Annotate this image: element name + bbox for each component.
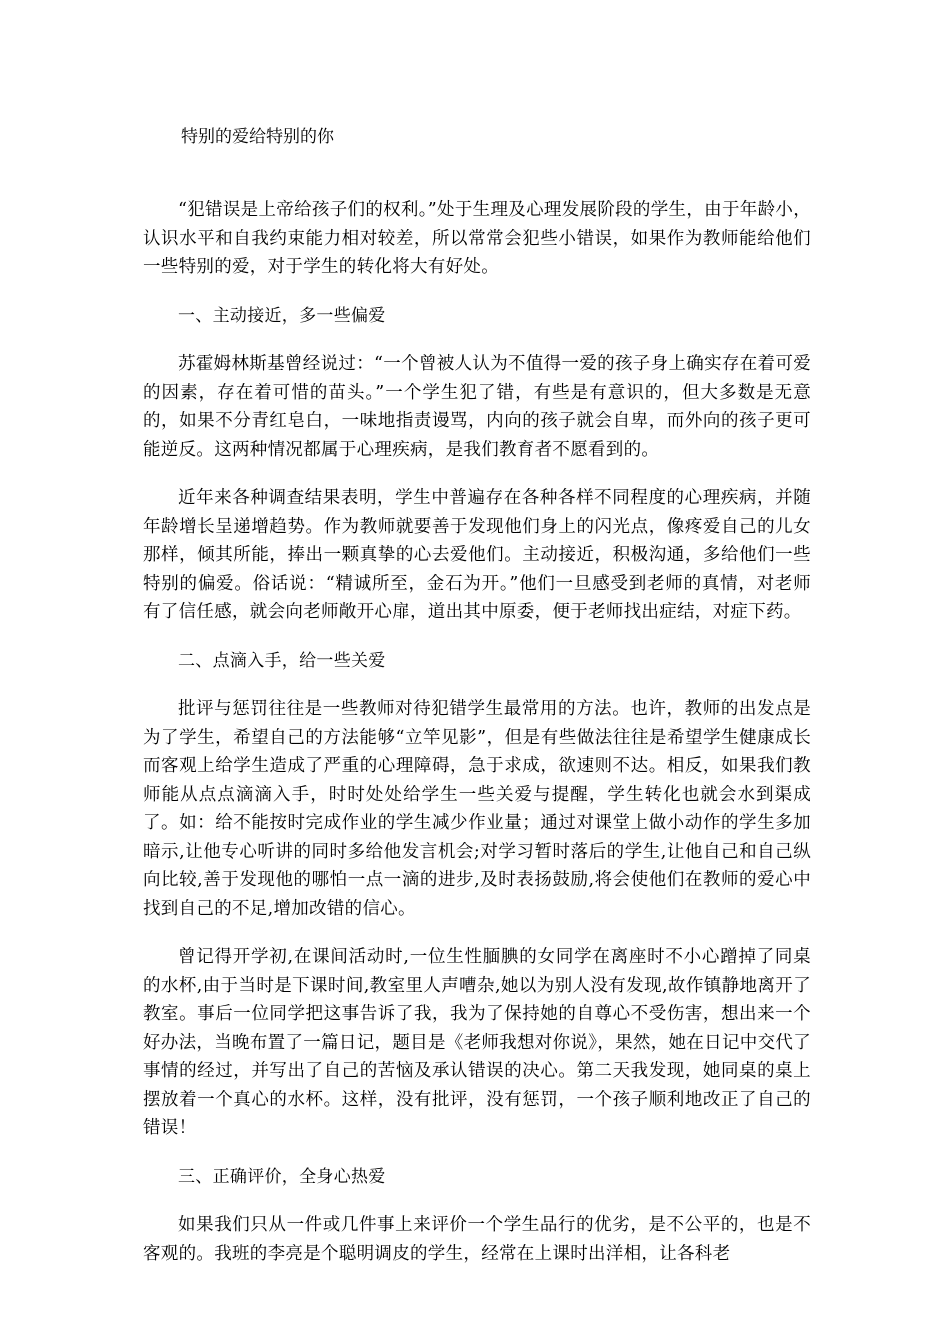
paragraph-2-2: 曾记得开学初,在课间活动时,一位生性腼腆的女同学在离座时不小心蹭掉了同桌的水杯,由于当时是下课时间,教室里人声嘈杂,她以为别人没有发现,故作镇静地离开了教室。事后一位同学把这事告诉了我，我为了保持她的自尊心不受伤害，想出来一个好办法，当晚布置了一篇日记，题目是《老师我想对你说》，果然，她在日记中交代了事情的经过，并写出了自己的苦恼及承认错误的决心。第二天我发现，她同桌的桌上摆放着一个真心的水杯。这样，没有批评，没有惩罚，一个孩子顺利地改正了自己的错误！: [143, 947, 811, 1138]
section-heading-3: 三、正确评价，全身心热爱: [178, 1166, 386, 1187]
document-body: [143, 196, 811, 1288]
section-heading-1: 一、主动接近，多一些偏爱: [178, 305, 386, 326]
paragraph-1-1: 苏霍姆林斯基曾经说过：“一个曾被人认为不值得一爱的孩子身上确实存在着可爱的因素，存在着可惜的苗头。”一个学生犯了错，有些是有意识的，但大多数是无意的，如果不分青红皂白，一味地指责谩骂，内向的孩子就会自卑，而外向的孩子更可能逆反。这两种情况都属于心理疾病，是我们教育者不愿看到的。: [143, 354, 811, 460]
paragraph-2-1: 批评与惩罚往往是一些教师对待犯错学生最常用的方法。也许，教师的出发点是为了学生，希望自己的方法能够“立竿见影”，但是有些做法往往是希望学生健康成长而客观上给学生造成了严重的心理障碍，急于求成，欲速则不达。相反，如果我们教师能从点点滴滴入手，时时处处给学生一些关爱与提醒，学生转化也就会水到渠成了。如：给不能按时完成作业的学生减少作业量；通过对课堂上做小动作的学生多加暗示,让他专心听讲的同时多给他发言机会;对学习暂时落后的学生,让他自己和自己纵向比较,善于发现他的哪怕一点一滴的进步,及时表扬鼓励,将会使他们在教师的爱心中找到自己的不足,增加改错的信心。: [143, 699, 811, 919]
paragraph-intro: “犯错误是上帝给孩子们的权利。”处于生理及心理发展阶段的学生，由于年龄小，认识水平和自我约束能力相对较差，所以常常会犯些小错误，如果作为教师能给他们一些特别的爱，对于学生的转化将大有好处。: [143, 200, 811, 277]
document-title: 特别的爱给特别的你: [181, 127, 334, 147]
paragraph-3-1: 如果我们只从一件或几件事上来评价一个学生品行的优劣，是不公平的，也是不客观的。我班的李亮是个聪明调皮的学生，经常在上课时出洋相，让各科老: [143, 1215, 811, 1264]
paragraph-1-2: 近年来各种调查结果表明，学生中普遍存在各种各样不同程度的心理疾病，并随年龄增长呈递增趋势。作为教师就要善于发现他们身上的闪光点，像疼爱自己的儿女那样，倾其所能，捧出一颗真挚的心去爱他们。主动接近，积极沟通，多给他们一些特别的偏爱。俗话说：“精诚所至，金石为开。”他们一旦感受到老师的真情，对老师有了信任感，就会向老师敞开心扉，道出其中原委，便于老师找出症结，对症下药。: [143, 488, 811, 622]
section-heading-2: 二、点滴入手，给一些关爱: [178, 650, 386, 671]
